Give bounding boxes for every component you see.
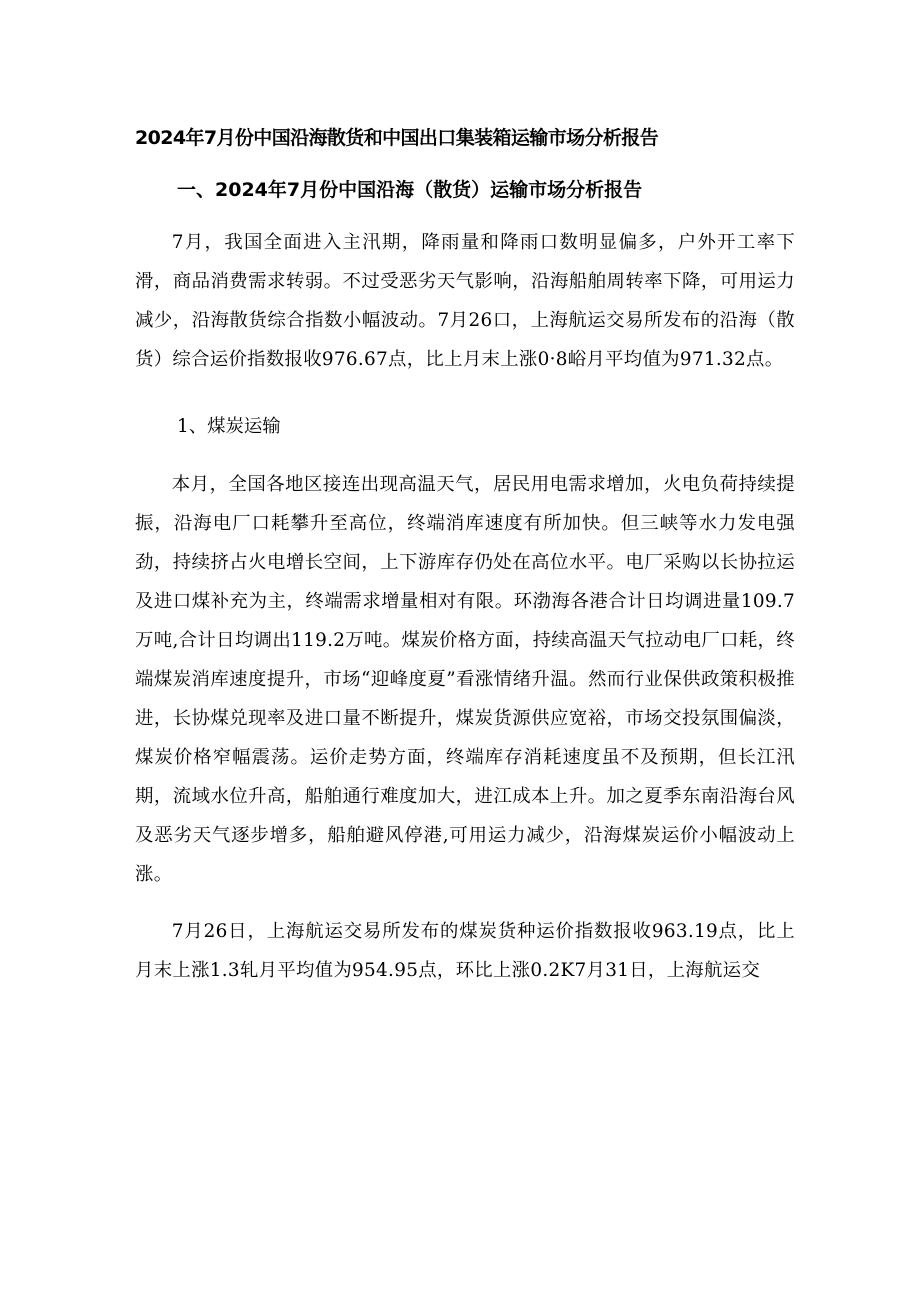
subheading-coal-transport: 1、煤炭运输: [177, 416, 281, 437]
coal-transport-paragraph: 本月，全国各地区接连出现高温天气，居民用电需求增加，火电负荷持续提振，沿海电厂口耗攀升至高位，终端消库速度有所加快。但三峡等水力发电强劲，持续挤占火电增长空间，上下游库存仍处在高位水平。电厂采购以长协拉运及进口煤补充为主，终端需求增量相对有限。环渤海各港合计日均调进量109.7万吨,合计日均调出119.2万吨。煤炭价格方面，持续高温天气拉动电厂口耗，终端煤炭消库速度提升，市场“迎峰度夏”看涨情绪升温。然而行业保供政策积极推进，长协煤兑现率及进口量不断提升，煤炭货源供应宽裕，市场交投氛围偏淡，煤炭价格窄幅震荡。运价走势方面，终端库存消耗速度虽不及预期，但长江汛期，流域水位升高，船舶通行难度加大，进江成本上升。加之夏季东南沿海台风及恶劣天气逐步增多，船舶避风停港,可用运力减少，沿海煤炭运价小幅波动上涨。: [135, 474, 795, 885]
section-heading-coastal-bulk: 一、2024年7月份中国沿海（散货）运输市场分析报告: [177, 179, 643, 201]
document-title: 2024年7月份中国沿海散货和中国出口集装箱运输市场分析报告: [135, 127, 659, 149]
intro-paragraph: 7月，我国全面进入主汛期，降雨量和降雨口数明显偏多，户外开工率下滑，商品消费需求转弱。不过受恶劣天气影响，沿海船舶周转率下降，可用运力减少，沿海散货综合指数小幅波动。7月26口，上海航运交易所发布的沿海（散货）综合运价指数报收976.67点，比上月末上涨0·8峪月平均值为971.32点。: [135, 232, 795, 370]
document-body: [135, 123, 795, 990]
coal-freight-index-paragraph: 7月26日，上海航运交易所发布的煤炭货种运价指数报收963.19点，比上月末上涨1.3轧月平均值为954.95点，环比上涨0.2K7月31日，上海航运交: [135, 921, 795, 981]
